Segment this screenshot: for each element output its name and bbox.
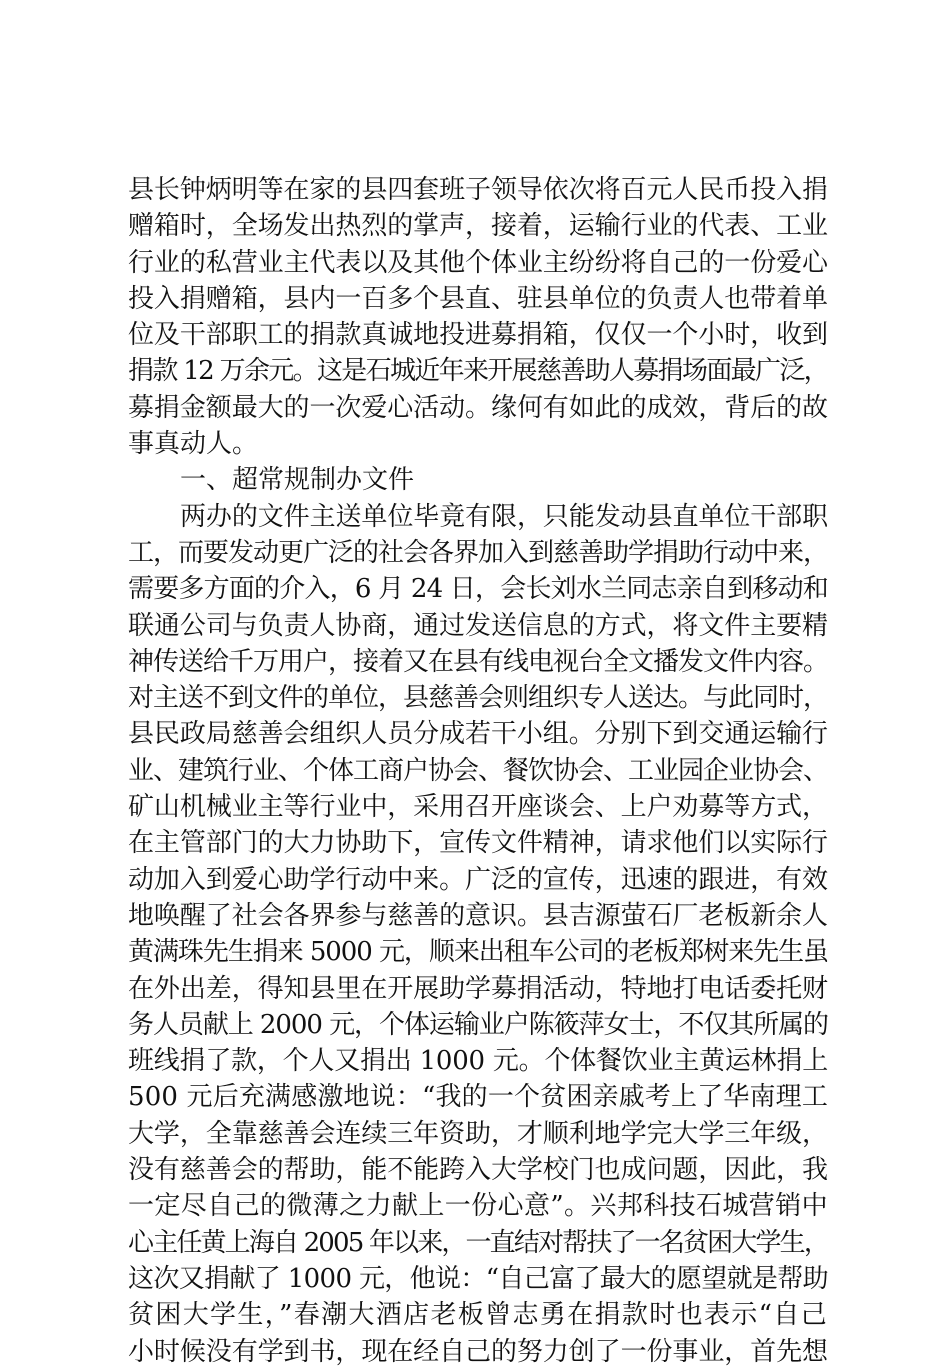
text-line: 工，而要发动更广泛的社会各界加入到慈善助学捐助行动中来， [128,537,828,568]
text-line: 事真动人。 [128,429,259,460]
text-line: 务人员献上 2000 元，个体运输业户陈筱萍女士，不仅其所属的 [128,1009,828,1040]
paragraph-start-line: 两办的文件主送单位毕竟有限，只能发动县直单位干部职 [180,501,828,532]
text-line: 县民政局慈善会组织人员分成若干小组。分别下到交通运输行 [128,719,828,750]
text-line: 黄满珠先生捐来 5000 元，顺来出租车公司的老板郑树来先生虽 [128,937,828,968]
text-line: 业、建筑行业、个体工商户协会、餐饮协会、工业园企业协会、 [128,755,828,786]
text-line: 矿山机械业主等行业中，采用召开座谈会、上户劝募等方式， [128,792,828,823]
text-line: 县长钟炳明等在家的县四套班子领导依次将百元人民币投入捐 [128,175,828,205]
text-line: 小时候没有学到书，现在经自己的努力创了一份事业，首先想 [128,1336,828,1367]
text-line: 在外出差，得知县里在开展助学募捐活动，特地打电话委托财 [128,973,828,1004]
text-line: 需要多方面的介入，6 月 24 日，会长刘水兰同志亲自到移动和 [128,574,828,605]
text-line: 联通公司与负责人协商，通过发送信息的方式，将文件主要精 [128,610,828,641]
text-line: 地唤醒了社会各界参与慈善的意识。县吉源萤石厂老板新余人 [128,900,828,931]
text-line: 一定尽自己的微薄之力献上一份心意”。兴邦科技石城营销中 [128,1191,828,1222]
text-line: 赠箱时，全场发出热烈的掌声，接着，运输行业的代表、工业 [128,211,828,242]
text-line: 投入捐赠箱，县内一百多个县直、驻县单位的负责人也带着单 [128,283,828,314]
text-line: 班线捐了款，个人又捐出 1000 元。个体餐饮业主黄运林捐上 [128,1046,828,1077]
text-line: 没有慈善会的帮助，能不能跨入大学校门也成问题，因此，我 [128,1155,828,1186]
text-line: 大学，全靠慈善会连续三年资助，才顺利地学完大学三年级， [128,1118,828,1149]
text-line: 位及干部职工的捐款真诚地投进募捐箱，仅仅一个小时，收到 [128,320,828,351]
section-heading: 一、超常规制办文件 [180,465,415,496]
text-line: 500 元后充满感激地说：“我的一个贫困亲戚考上了华南理工 [128,1082,828,1113]
text-line: 在主管部门的大力协助下，宣传文件精神，请求他们以实际行 [128,828,828,859]
text-line: 神传送给千万用户，接着又在县有线电视台全文播发文件内容。 [128,646,828,677]
text-line: 对主送不到文件的单位，县慈善会则组织专人送达。与此同时， [128,683,828,714]
text-line: 心主任黄上海自 2005 年以来，一直结对帮扶了一名贫困大学生， [128,1227,828,1258]
text-line: 这次又捐献了 1000 元，他说：“自己富了最大的愿望就是帮助 [128,1263,828,1294]
text-line: 行业的私营业主代表以及其他个体业主纷纷将自己的一份爱心 [128,247,828,278]
body-text [128,172,828,1370]
text-line: 募捐金额最大的一次爱心活动。缘何有如此的成效，背后的故 [128,392,828,423]
text-line: 动加入到爱心助学行动中来。广泛的宣传，迅速的跟进，有效 [128,864,828,895]
text-line: 贫困大学生，”春潮大酒店老板曾志勇在捐款时也表示“自己 [128,1300,828,1331]
text-line: 捐款 12 万余元。这是石城近年来开展慈善助人募捐场面最广泛， [128,356,828,387]
